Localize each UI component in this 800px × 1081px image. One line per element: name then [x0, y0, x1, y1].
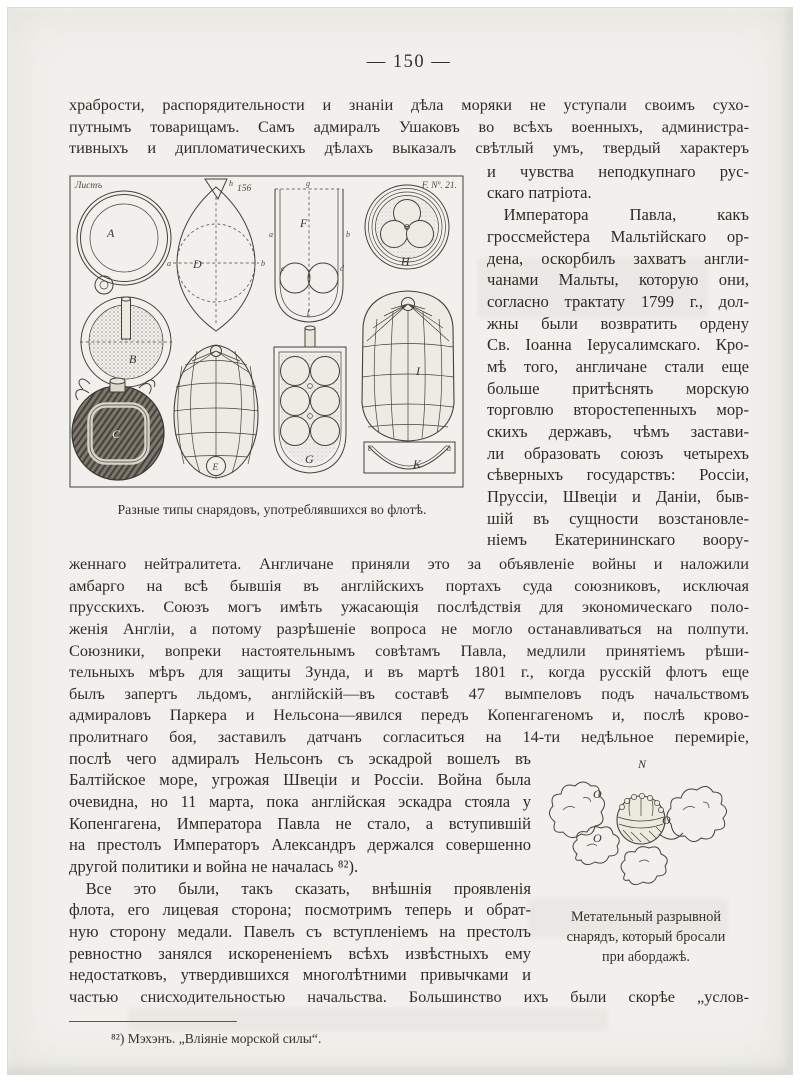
figure-e-netted-egg	[174, 345, 258, 478]
svg-text:b: b	[261, 258, 265, 268]
svg-text:F: F	[300, 215, 308, 230]
text-line: Императора Павла, какъ	[487, 205, 749, 225]
text-line: дена, оскорбилъ захватъ англи-	[487, 248, 749, 268]
text-line: жны были возвратить ордену	[487, 313, 749, 333]
body-column-left	[69, 748, 543, 987]
text-line: скихъ державъ, чѣмъ застави-	[487, 422, 749, 442]
svg-text:a: a	[167, 258, 171, 268]
text-line: Союзники, вопреки настоятельнымъ совѣтамъ Павла, медлили принятіемъ рѣши-	[69, 640, 749, 660]
svg-text:c: c	[368, 443, 372, 453]
text-line: Все это были, такъ сказать, внѣшнія проявленія	[69, 878, 531, 898]
text-line: Пруссіи, Швеціи и Даніи, быв-	[487, 487, 749, 507]
figure-c-bag	[72, 378, 164, 480]
text-line: ревностно занялся искорененіемъ всѣхъ извѣстныхъ ему	[69, 943, 531, 963]
figure-h-case	[365, 185, 449, 269]
figure-f-case	[269, 179, 350, 322]
svg-text:g: g	[306, 178, 310, 188]
text-line: былъ запертъ льдомъ, англійскій—въ составѣ 47 вымпеловъ подъ начальствомъ	[69, 683, 749, 703]
projectiles-plate-figure	[69, 175, 475, 493]
svg-text:a: a	[269, 229, 273, 239]
text-line: послѣ чего адмиралъ Нельсонъ съ эскадрой вошелъ въ	[69, 748, 531, 768]
figure-d-section	[167, 179, 265, 331]
svg-text:f: f	[307, 307, 310, 317]
text-line: адмираловъ Паркера и Нельсона—явился передъ Копенгагеномъ и, послѣ крово-	[69, 705, 749, 725]
svg-text:B: B	[129, 351, 137, 366]
figure-a-ring	[77, 191, 171, 294]
footnote-body: Мэхэнъ. „Вліяніе морской силы“.	[127, 1030, 322, 1046]
text-line: чанами Мальты, которую они,	[487, 270, 749, 290]
svg-text:b: b	[346, 229, 350, 239]
text-line: женія Англіи, а потому разрѣшеніе вопроса не могло останавливаться на полпути.	[69, 618, 749, 638]
text-line: скаго патріота.	[487, 183, 592, 203]
text-line: ніемъ Екатерининскаго воору-	[487, 530, 749, 550]
page-content	[69, 8, 749, 1047]
text-line: гроссмейстера Мальтійскаго ор-	[487, 226, 749, 246]
text-line: флота, его лицевая сторона; посмотримъ теперь и обрат-	[69, 900, 531, 920]
text-line: очевидна, но 11 марта, пока англійская эскадра стояла у	[69, 791, 531, 811]
svg-text:C: C	[112, 426, 121, 441]
page-number: — 150 —	[366, 52, 452, 72]
projectiles-plate-engraving	[69, 175, 464, 488]
plate-column	[69, 161, 475, 551]
text-line: тивныхъ и дипломатическихъ дѣлахъ выказалъ свѣтлый умъ, твердый характеръ	[69, 138, 749, 158]
text-line: снарядъ, который бросали	[566, 928, 726, 945]
text-and-grenade-section	[69, 748, 749, 987]
figure-i-netted-cylinder	[362, 291, 454, 441]
text-line: согласно трактату 1799 г., дол-	[487, 291, 749, 311]
text-line: храбрости, распорядительности и знаніи дѣла моряки не уступали своимъ сухо-	[69, 95, 749, 114]
body-final-line	[69, 986, 749, 1008]
svg-text:a: a	[447, 443, 451, 453]
footnote-marker: ⁸²)	[111, 1030, 125, 1046]
svg-text:D: D	[193, 256, 202, 271]
text-line: недостатковъ, утвердившихся многолѣтними привычками и	[69, 965, 531, 985]
svg-text:d: d	[340, 263, 344, 273]
text-line: тельныхъ мѣръ для защиты Зунда, и въ мартѣ 1801 г., когда русскій флотъ еще	[69, 662, 749, 682]
text-line: ную сторону медали. Павелъ съ вступленіемъ на престолъ	[69, 922, 531, 941]
text-line: женнаго нейтралитета. Англичане приняли это за объявленіе войны и наложили	[69, 554, 749, 574]
svg-text:E: E	[212, 462, 219, 473]
text-line: мѣ того, англичане стали еще	[487, 356, 749, 376]
svg-text:I: I	[416, 363, 420, 378]
text-line: другой политики и война не началась ⁸²).	[69, 856, 359, 876]
figure1-caption: Разные типы снарядовъ, употреблявшихся во флотѣ.	[117, 501, 427, 517]
body-paragraph-middle	[69, 553, 749, 747]
footnote-rule	[69, 1021, 237, 1022]
text-line: при абордажѣ.	[602, 948, 690, 965]
body-column-right	[475, 161, 749, 551]
text-line: Св. Іоанна Іерусалимскаго. Кро-	[487, 335, 749, 355]
svg-text:G: G	[305, 451, 314, 466]
grenade-body	[617, 793, 683, 844]
footnote-text	[69, 1031, 749, 1047]
footnote-block	[69, 1021, 749, 1047]
text-line: Метательный разрывной	[571, 908, 721, 925]
text-line: амбарго на всѣ бывшія въ англійскихъ портахъ суда союзниковъ, исключая	[69, 575, 749, 595]
scanned-book-page	[7, 7, 793, 1075]
plate-sheet-number: 156	[237, 183, 252, 194]
svg-text:c: c	[281, 263, 285, 273]
text-line: и чувства неподкупнаго рус-	[487, 161, 749, 181]
figure2-caption	[543, 907, 749, 967]
grenade-engraving	[543, 754, 743, 894]
text-line: путнымъ товарищамъ. Самъ адмиралъ Ушаковъ во всѣхъ военныхъ, администра-	[69, 116, 749, 136]
svg-text:h: h	[229, 178, 233, 188]
text-line: частью снисходительностью начальства. Большинство ихъ были скорѣе „услов-	[69, 987, 749, 1007]
grenade-label-n: N	[638, 756, 647, 771]
text-line: сѣверныхъ государствъ: Россіи,	[487, 465, 749, 485]
text-line: Балтійское море, угрожая Швеціи и Россіи. Война была	[69, 770, 531, 790]
text-line: торговлю второстепенныхъ мор-	[487, 400, 749, 420]
figure-k-trough	[364, 442, 455, 473]
text-line: больше притѣснять морскую	[487, 378, 749, 398]
figure-b-sphere	[80, 297, 172, 387]
text-line: прусскихъ. Союзъ могъ имѣть ужасающія послѣдствія для экономическаго поло-	[69, 597, 749, 617]
plate-sheet-label: Листъ	[75, 180, 103, 191]
text-line: шій въ сущности возстановле-	[487, 508, 749, 528]
svg-text:A: A	[107, 225, 115, 240]
grenade-label-o1: O	[593, 786, 602, 801]
figure-g-section	[274, 326, 346, 473]
text-line: на престолъ Императоръ Александръ держался совершенно	[69, 835, 531, 855]
body-paragraph-top	[69, 94, 749, 159]
svg-text:H: H	[401, 253, 410, 268]
grenade-label-o3: O	[662, 812, 671, 827]
grenade-label-o2: O	[593, 830, 602, 845]
grenade-figure-block	[543, 748, 749, 987]
text-line: Копенгагена, Императора Павла не стало, а вступившій	[69, 813, 531, 833]
svg-text:K: K	[413, 456, 422, 471]
text-line: ли образовать союзъ четырехъ	[487, 443, 749, 463]
text-line: пролитнаго боя, заставилъ датчанъ согласиться на 14-ти недѣльное перемиріе,	[69, 726, 749, 746]
plate-and-column-section	[69, 161, 749, 551]
plate-number: F. Nº. 21.	[421, 180, 457, 191]
